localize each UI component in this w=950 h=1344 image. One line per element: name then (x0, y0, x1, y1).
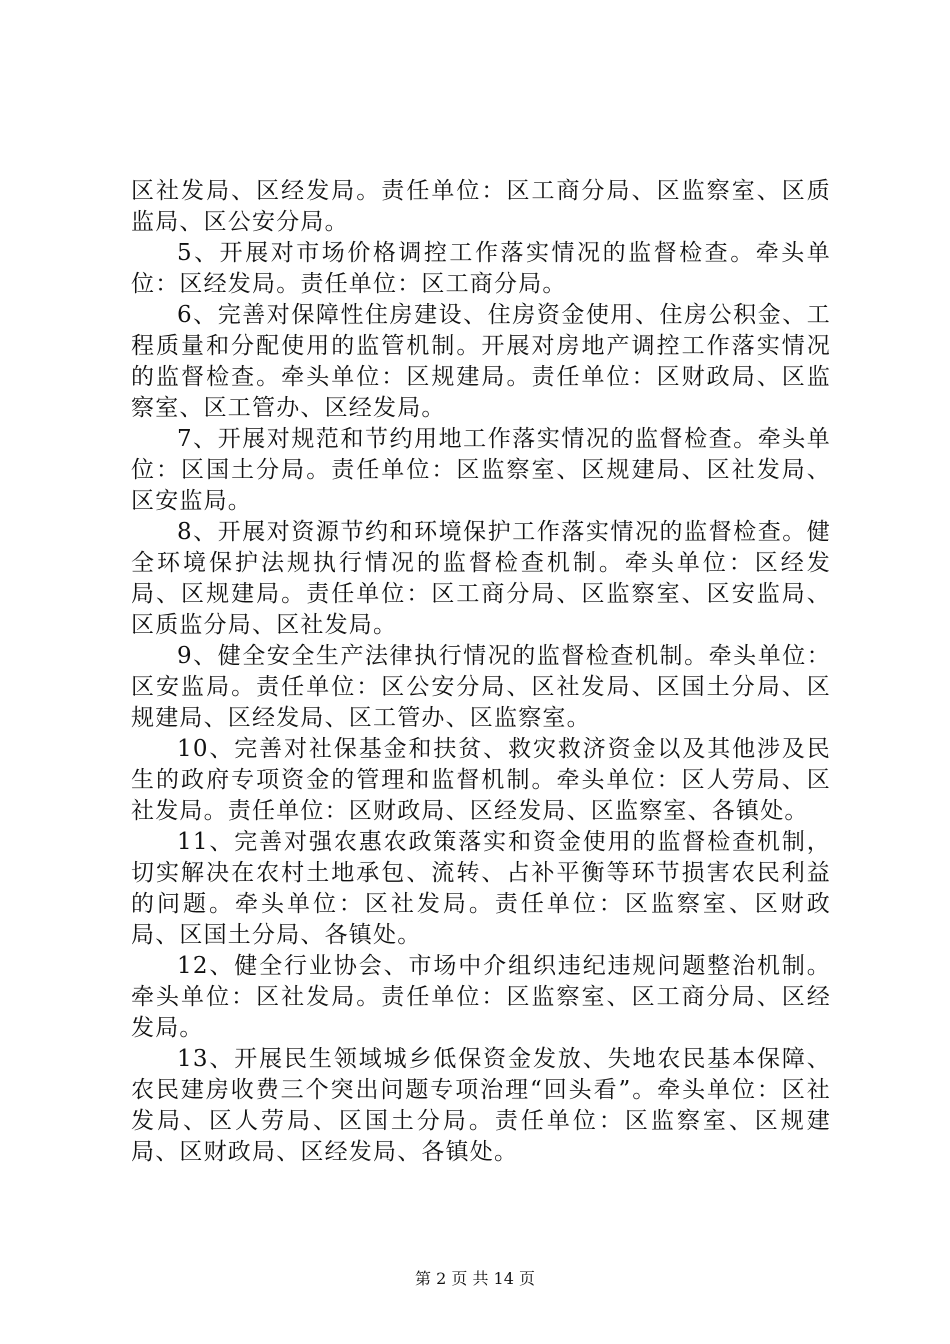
paragraph-item-10: 10、完善对社保基金和扶贫、救灾救济资金以及其他涉及民生的政府专项资金的管理和监督机制。牵头单位：区人劳局、区社发局。责任单位：区财政局、区经发局、区监察室、各镇处。 (131, 736, 831, 824)
paragraph-item-13: 13、开展民生领域城乡低保资金发放、失地农民基本保障、农民建房收费三个突出问题专项治理“回头看”。牵头单位：区社发局、区人劳局、区国土分局。责任单位：区监察室、区规建局、区财政局、区经发局、各镇处。 (131, 1046, 831, 1165)
paragraph-item-8: 8、开展对资源节约和环境保护工作落实情况的监督检查。健全环境保护法规执行情况的监督检查机制。牵头单位：区经发局、区规建局。责任单位：区工商分局、区监察室、区安监局、区质监分局、区社发局。 (131, 519, 831, 638)
paragraph-item-11: 11、完善对强农惠农政策落实和资金使用的监督检查机制，切实解决在农村土地承包、流转、占补平衡等环节损害农民利益的问题。牵头单位：区社发局。责任单位：区监察室、区财政局、区国土分局、各镇处。 (131, 829, 831, 948)
paragraph-continuation: 区社发局、区经发局。责任单位：区工商分局、区监察室、区质监局、区公安分局。 (131, 178, 831, 235)
document-body (131, 176, 831, 1168)
page-footer: 第 2 页 共 14 页 (415, 1269, 535, 1288)
paragraph-item-7: 7、开展对规范和节约用地工作落实情况的监督检查。牵头单位：区国土分局。责任单位：区监察室、区规建局、区社发局、区安监局。 (131, 426, 831, 514)
paragraph-item-12: 12、健全行业协会、市场中介组织违纪违规问题整治机制。牵头单位：区社发局。责任单位：区监察室、区工商分局、区经发局。 (131, 953, 831, 1041)
paragraph-item-5: 5、开展对市场价格调控工作落实情况的监督检查。牵头单位：区经发局。责任单位：区工商分局。 (131, 240, 831, 297)
paragraph-item-9: 9、健全安全生产法律执行情况的监督检查机制。牵头单位：区安监局。责任单位：区公安分局、区社发局、区国土分局、区规建局、区经发局、区工管办、区监察室。 (131, 643, 831, 731)
paragraph-item-6: 6、完善对保障性住房建设、住房资金使用、住房公积金、工程质量和分配使用的监管机制。开展对房地产调控工作落实情况的监督检查。牵头单位：区规建局。责任单位：区财政局、区监察室、区工管办、区经发局。 (131, 302, 831, 421)
